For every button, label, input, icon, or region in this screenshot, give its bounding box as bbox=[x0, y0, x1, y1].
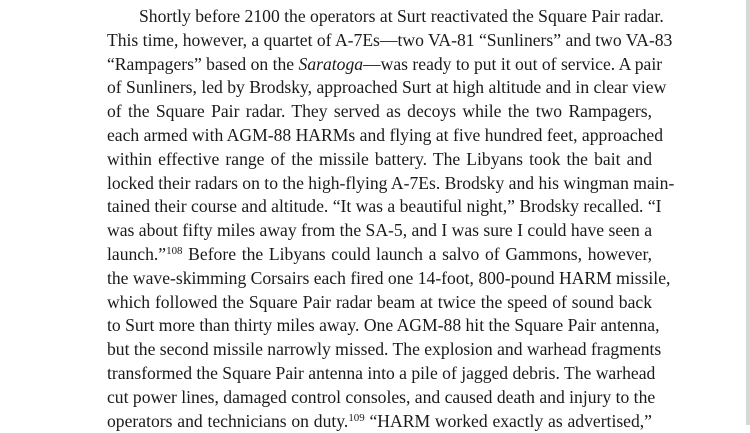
text-segment: -foot, bbox=[435, 267, 479, 288]
text-line bbox=[107, 338, 662, 362]
text-segment: each armed with AGM- bbox=[107, 124, 274, 145]
text-line bbox=[107, 291, 652, 315]
text-segment: locked their radars on to the high-flying A- bbox=[107, 172, 410, 193]
text-segment: of the Square Pair radar. They served as decoys while the two Rampagers, bbox=[107, 101, 652, 122]
text-segment: the operators at Surt reactivated the Square Pair radar. bbox=[279, 6, 664, 26]
text-segment: 88 bbox=[443, 315, 462, 336]
text-line bbox=[107, 172, 675, 196]
text-line bbox=[107, 29, 673, 53]
text-line bbox=[107, 410, 652, 433]
text-segment: 81 bbox=[456, 29, 475, 50]
text-line bbox=[107, 243, 652, 267]
text-segment: 7 bbox=[409, 172, 419, 193]
text-segment: but the second missile narrowly missed. The explosion and warhead fragments bbox=[107, 339, 662, 360]
text-line bbox=[107, 314, 660, 338]
text-line bbox=[107, 386, 656, 410]
text-segment: launch.” bbox=[107, 243, 167, 264]
text-segment: within effective range of the missile battery. The Libyans took the bait and bbox=[107, 148, 652, 169]
text-segment: transformed the Square Pair antenna into a pile of jagged debris. The warhead bbox=[107, 362, 656, 383]
text-line bbox=[107, 362, 656, 386]
text-segment: operators and technicians on duty. bbox=[107, 410, 349, 431]
text-segment: “HARM worked exactly as advertised,” bbox=[364, 410, 652, 431]
text-segment: , and I was sure I could have seen a bbox=[402, 220, 652, 241]
text-segment: 800 bbox=[478, 267, 505, 288]
text-segment: 14 bbox=[417, 267, 436, 288]
text-segment: hit the Square Pair antenna, bbox=[461, 315, 660, 336]
text-line bbox=[107, 5, 664, 29]
text-segment: was about fifty miles away from the SA- bbox=[107, 220, 394, 241]
text-segment: the wave-skimming Corsairs each fired one bbox=[107, 267, 418, 288]
text-segment: “Sunliners” and two VA- bbox=[474, 29, 655, 50]
text-segment: Before the Libyans could launch a salvo of Gammons, however, bbox=[182, 243, 652, 264]
text-line bbox=[107, 100, 652, 124]
page-edge bbox=[746, 0, 750, 425]
text-line bbox=[107, 124, 663, 148]
text-segment: 2100 bbox=[244, 6, 280, 26]
text-segment: cut power lines, damaged control consoles, and caused death and injury to the bbox=[107, 386, 656, 407]
footnote-reference: 108 bbox=[166, 244, 183, 257]
text-segment: Es—two VA- bbox=[362, 29, 457, 50]
text-segment: Saratoga bbox=[298, 53, 364, 74]
text-segment: HARMs and flying at five hundred feet, approached bbox=[291, 124, 663, 145]
text-segment: 7 bbox=[353, 29, 363, 50]
text-segment: “Rampagers” based on the bbox=[107, 53, 299, 74]
text-segment: which followed the Square Pair radar beam at twice the speed of sound back bbox=[107, 291, 652, 312]
text-line bbox=[107, 53, 663, 77]
text-segment: This time, however, a quartet of A- bbox=[107, 29, 354, 50]
text-segment: tained their course and altitude. “It was a beautiful night,” Brodsky recalled. “I bbox=[107, 196, 662, 217]
text-line bbox=[107, 195, 662, 219]
text-segment: -pound HARM missile, bbox=[504, 267, 671, 288]
text-segment: 5 bbox=[393, 220, 403, 241]
text-segment: Es. Brodsky and his wingman main- bbox=[418, 172, 675, 193]
text-segment: 83 bbox=[654, 29, 673, 50]
text-line bbox=[107, 148, 652, 172]
text-segment: Shortly before bbox=[139, 6, 245, 26]
text-line bbox=[107, 219, 652, 243]
text-line bbox=[107, 267, 671, 291]
text-segment: to Surt more than thirty miles away. One AGM- bbox=[107, 315, 444, 336]
footnote-reference: 109 bbox=[348, 411, 365, 424]
text-segment: of Sunliners, led by Brodsky, approached Surt at high altitude and in clear view bbox=[107, 77, 667, 98]
text-segment: 88 bbox=[273, 124, 292, 145]
text-line bbox=[107, 76, 667, 100]
body-text bbox=[107, 5, 675, 433]
text-segment: —was ready to put it out of service. A pair bbox=[363, 53, 663, 74]
